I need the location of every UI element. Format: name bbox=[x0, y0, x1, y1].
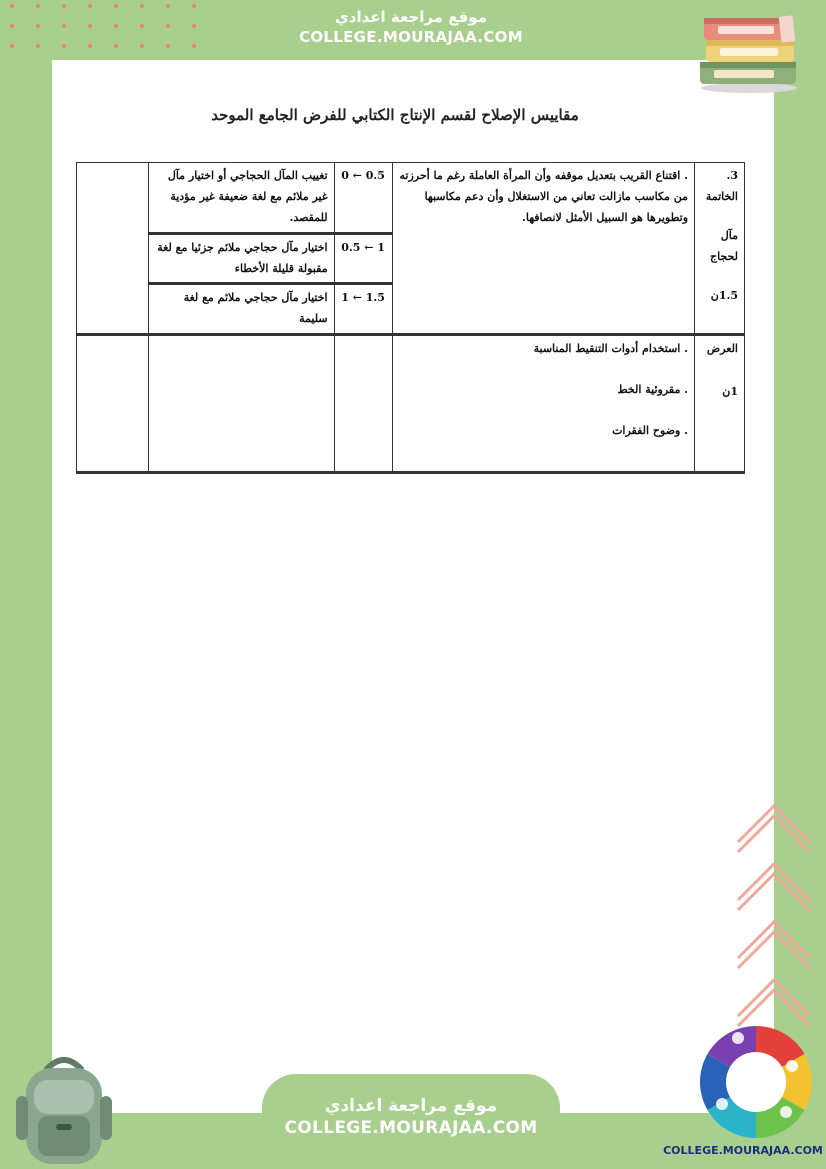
criterion-conclusion: 3. الخاتمة مآل لحجاج 1.5ن bbox=[695, 163, 745, 335]
description-level-1: تغييب المآل الحجاجي أو اختيار مآل غير ملائم مع لغة ضعيفة غير مؤدية للمقصد. bbox=[148, 163, 334, 234]
header-site-name-ar: موقع مراجعة اعدادي bbox=[335, 8, 487, 26]
decorative-dots bbox=[0, 0, 200, 52]
brand-url[interactable]: COLLEGE.MOURAJAA.COM bbox=[663, 1144, 823, 1157]
footer-site-url[interactable]: COLLEGE.MOURAJAA.COM bbox=[284, 1118, 538, 1138]
indicator-presentation: . استخدام أدوات التنقيط المناسبة . مقروئية الخط . وضوح الفقرات bbox=[392, 335, 694, 473]
footer-site-name-ar: موقع مراجعة اعدادي bbox=[324, 1096, 498, 1116]
empty-cell bbox=[334, 335, 392, 473]
scale-level-3: 1 ← 1.5 bbox=[334, 284, 392, 335]
grading-table bbox=[76, 162, 745, 474]
table-row bbox=[77, 163, 745, 234]
subjects-wheel-icon bbox=[694, 1022, 818, 1142]
header-site-url[interactable]: COLLEGE.MOURAJAA.COM bbox=[299, 28, 523, 46]
footer-site-tab[interactable] bbox=[262, 1074, 560, 1169]
school-bag-icon bbox=[12, 1050, 116, 1168]
description-level-3: اختيار مآل حجاجي ملائم مع لغة سليمة bbox=[148, 284, 334, 335]
table-row bbox=[77, 335, 745, 473]
books-icon bbox=[694, 10, 804, 94]
criterion-presentation: العرض 1ن bbox=[695, 335, 745, 473]
indicator-conclusion: . اقتناع القريب بتعديل موقفه وأن المرأة العاملة رغم ما أحرزته من مكاسب مازالت تعاني من الاستغلال وأن دعم مكاسبها وتطويرها هو السبيل الأمثل لانصافها. bbox=[392, 163, 694, 335]
page-title: مقاييس الإصلاح لقسم الإنتاج الكتابي للفرض الجامع الموحد bbox=[211, 106, 579, 124]
header-site-tab[interactable] bbox=[262, 0, 560, 58]
empty-cell bbox=[148, 335, 334, 473]
scale-level-1: 0 ← 0.5 bbox=[334, 163, 392, 234]
chevron-up-icon bbox=[730, 790, 818, 1040]
description-level-2: اختيار مآل حجاجي ملائم جزئيا مع لغة مقبولة قليلة الأخطاء bbox=[148, 233, 334, 284]
empty-cell bbox=[77, 163, 149, 335]
scale-level-2: 0.5 ← 1 bbox=[334, 233, 392, 284]
empty-cell bbox=[77, 335, 149, 473]
frame-left bbox=[0, 0, 52, 1169]
